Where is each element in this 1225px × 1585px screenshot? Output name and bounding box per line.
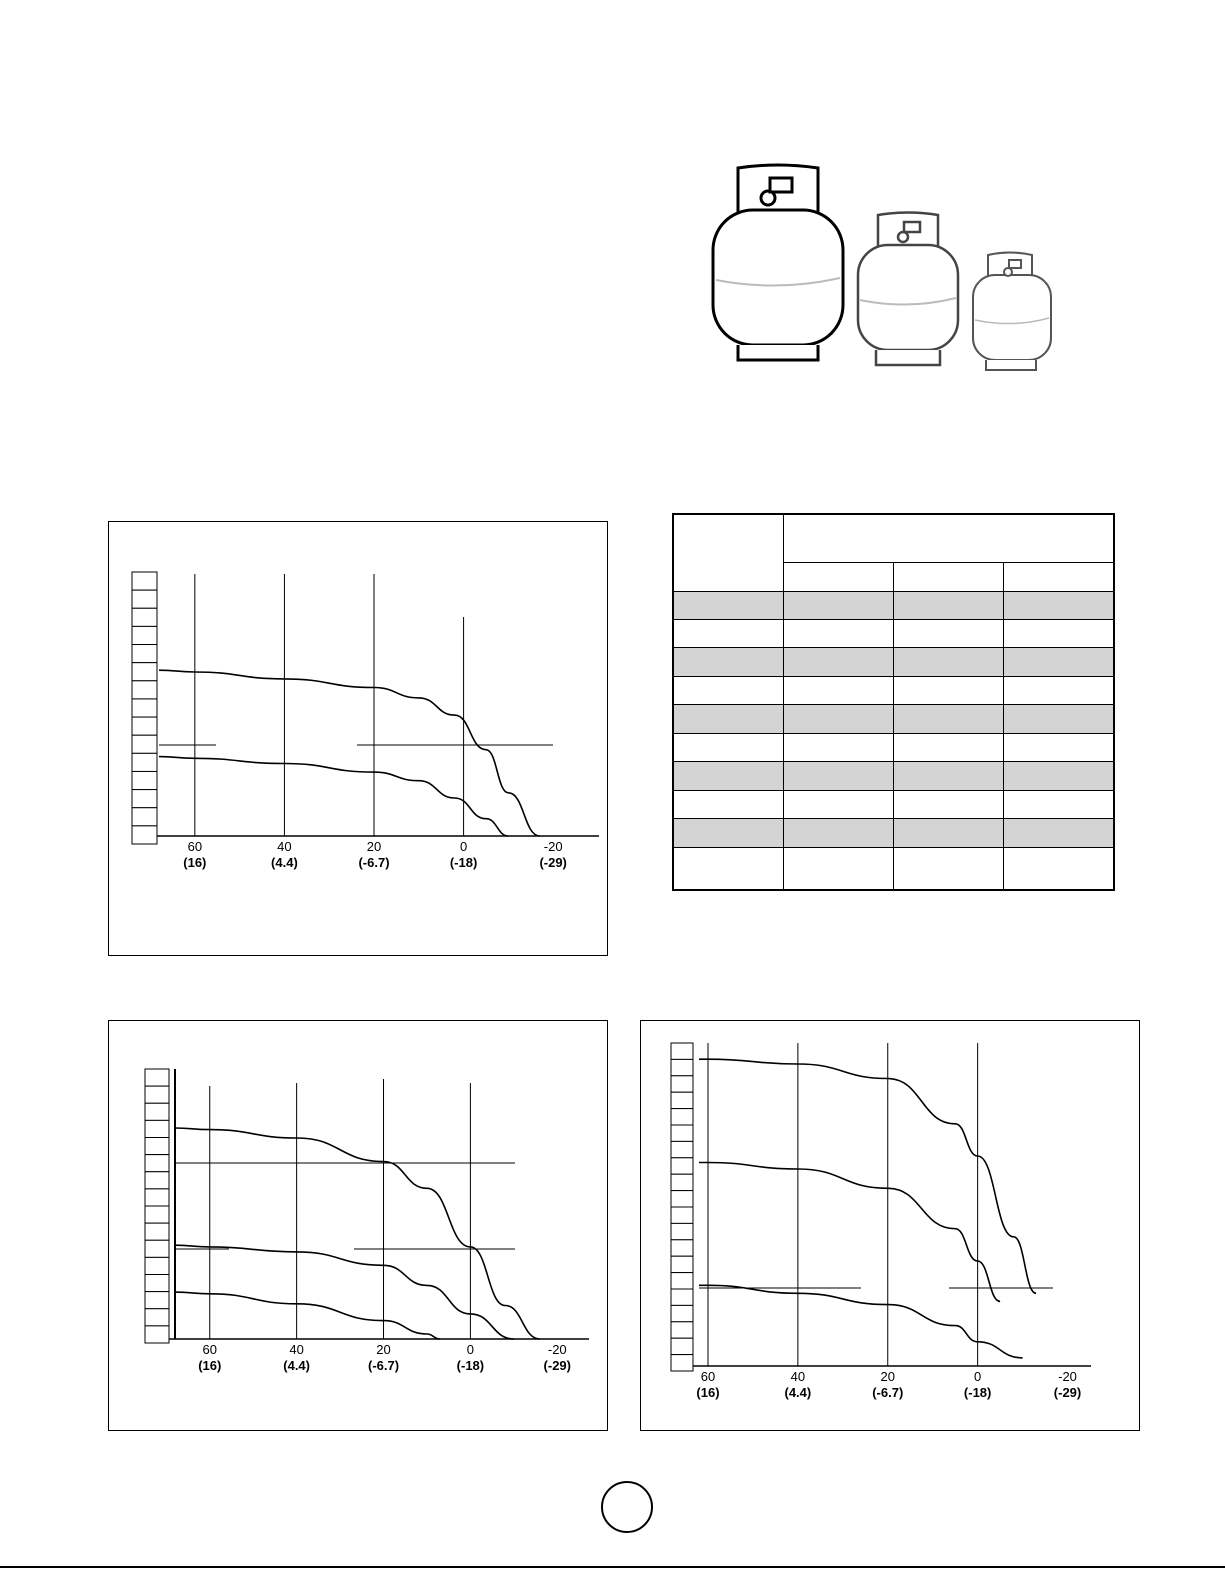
scale-box [145, 1086, 169, 1103]
scale-box [671, 1273, 693, 1289]
x-tick-label: -20 [543, 839, 563, 854]
x-tick-label: 40 [277, 839, 292, 854]
x-tick-label-celsius: (4.4) [784, 1385, 812, 1400]
table-header-cell [893, 562, 1003, 591]
scale-box [132, 645, 157, 663]
x-tick-label: 0 [466, 1342, 475, 1357]
large-cylinder [713, 165, 843, 360]
x-tick-label-celsius: (-29) [539, 855, 567, 870]
scale-box [671, 1092, 693, 1108]
x-tick-label-celsius: (-29) [543, 1358, 572, 1373]
scale-box [145, 1326, 169, 1343]
scale-box [671, 1076, 693, 1092]
scale-box [671, 1191, 693, 1207]
scale-box [671, 1305, 693, 1321]
scale-box [145, 1103, 169, 1120]
scale-box [671, 1322, 693, 1338]
table-row [673, 733, 1114, 761]
scale-box [671, 1207, 693, 1223]
scale-box [145, 1240, 169, 1257]
x-tick-label: 20 [880, 1369, 895, 1384]
table-row [673, 819, 1114, 847]
scale-box [145, 1069, 169, 1086]
series-line [175, 1128, 540, 1339]
x-tick-label-celsius: (-29) [1053, 1385, 1082, 1400]
x-tick-label-celsius: (16) [696, 1385, 720, 1400]
series-line [699, 1285, 1023, 1358]
scale-box [132, 771, 157, 789]
propane-cylinders-illustration [708, 160, 1058, 375]
propane-cylinders-icon [708, 160, 1058, 375]
page-number-circle [601, 1481, 653, 1533]
scale-box [671, 1240, 693, 1256]
scale-box [671, 1043, 693, 1059]
table-row [673, 676, 1114, 704]
scale-box [132, 808, 157, 826]
chart-panel-3 [640, 1020, 1140, 1431]
chart-panel-2 [108, 1020, 608, 1431]
scale-box [132, 681, 157, 699]
scale-box [132, 590, 157, 608]
table-header-cell [783, 562, 893, 591]
scale-box [671, 1355, 693, 1371]
x-tick-label: 20 [366, 839, 382, 854]
table-row [673, 705, 1114, 733]
scale-box [671, 1109, 693, 1125]
x-tick-label-celsius: (-6.7) [358, 855, 390, 870]
x-tick-label-celsius: (4.4) [283, 1358, 311, 1373]
scale-box [145, 1292, 169, 1309]
scale-box [671, 1174, 693, 1190]
x-tick-label: 60 [187, 839, 203, 854]
table-row [673, 847, 1114, 890]
x-tick-label-celsius: (-18) [449, 855, 478, 870]
scale-box [145, 1138, 169, 1155]
scale-box [671, 1125, 693, 1141]
scale-box [145, 1257, 169, 1274]
series-line [159, 757, 508, 836]
x-tick-label: 40 [790, 1369, 806, 1384]
chart-1 [109, 522, 607, 955]
scale-box [671, 1256, 693, 1272]
x-tick-label-celsius: (-6.7) [367, 1358, 400, 1373]
medium-cylinder [858, 213, 958, 366]
scale-box [145, 1223, 169, 1240]
scale-box [132, 753, 157, 771]
scale-box [132, 663, 157, 681]
series-line [175, 1245, 514, 1339]
x-tick-label: 0 [459, 839, 468, 854]
scale-box [145, 1120, 169, 1137]
table-row [673, 591, 1114, 619]
x-tick-label: -20 [1058, 1369, 1077, 1384]
scale-box [671, 1059, 693, 1075]
chart-2 [109, 1021, 607, 1430]
x-tick-label: 20 [376, 1342, 391, 1357]
table-header-row [673, 514, 1114, 562]
x-tick-label: -20 [547, 1342, 567, 1357]
table-row [673, 648, 1114, 676]
scale-box [671, 1338, 693, 1354]
scale-box [132, 699, 157, 717]
series-line [699, 1163, 1000, 1302]
table-row [673, 790, 1114, 818]
scale-box [145, 1309, 169, 1326]
x-tick-label-celsius: (-6.7) [872, 1385, 904, 1400]
x-tick-label-celsius: (-18) [456, 1358, 485, 1373]
series-line [699, 1059, 1036, 1293]
bottom-rule [0, 1566, 1225, 1568]
table-row [673, 762, 1114, 790]
scale-box [145, 1155, 169, 1172]
x-tick-label-celsius: (16) [198, 1358, 222, 1373]
scale-box [671, 1158, 693, 1174]
scale-box [132, 608, 157, 626]
scale-box [145, 1275, 169, 1292]
data-table [672, 513, 1113, 891]
scale-box [132, 790, 157, 808]
x-tick-label-celsius: (-18) [963, 1385, 992, 1400]
x-tick-label-celsius: (4.4) [271, 855, 298, 870]
scale-box [145, 1189, 169, 1206]
scale-box [145, 1172, 169, 1189]
scale-box [671, 1141, 693, 1157]
x-tick-label: 0 [974, 1369, 982, 1384]
scale-box [671, 1289, 693, 1305]
scale-box [132, 826, 157, 844]
scale-box [132, 572, 157, 590]
x-tick-label: 60 [700, 1369, 716, 1384]
scale-box [132, 735, 157, 753]
table-header-cell [1003, 562, 1114, 591]
scale-box [671, 1223, 693, 1239]
scale-box [132, 717, 157, 735]
series-line [159, 670, 540, 836]
table-row [673, 619, 1114, 647]
scale-box [132, 626, 157, 644]
series-line [175, 1292, 440, 1339]
x-tick-label: 40 [289, 1342, 304, 1357]
table-header-cell [783, 514, 1114, 562]
table-header-cell [673, 514, 783, 591]
small-cylinder [973, 253, 1051, 371]
scale-box [145, 1206, 169, 1223]
chart-3 [641, 1021, 1139, 1430]
x-tick-label: 60 [202, 1342, 217, 1357]
x-tick-label-celsius: (16) [183, 855, 207, 870]
chart-panel-1 [108, 521, 608, 956]
